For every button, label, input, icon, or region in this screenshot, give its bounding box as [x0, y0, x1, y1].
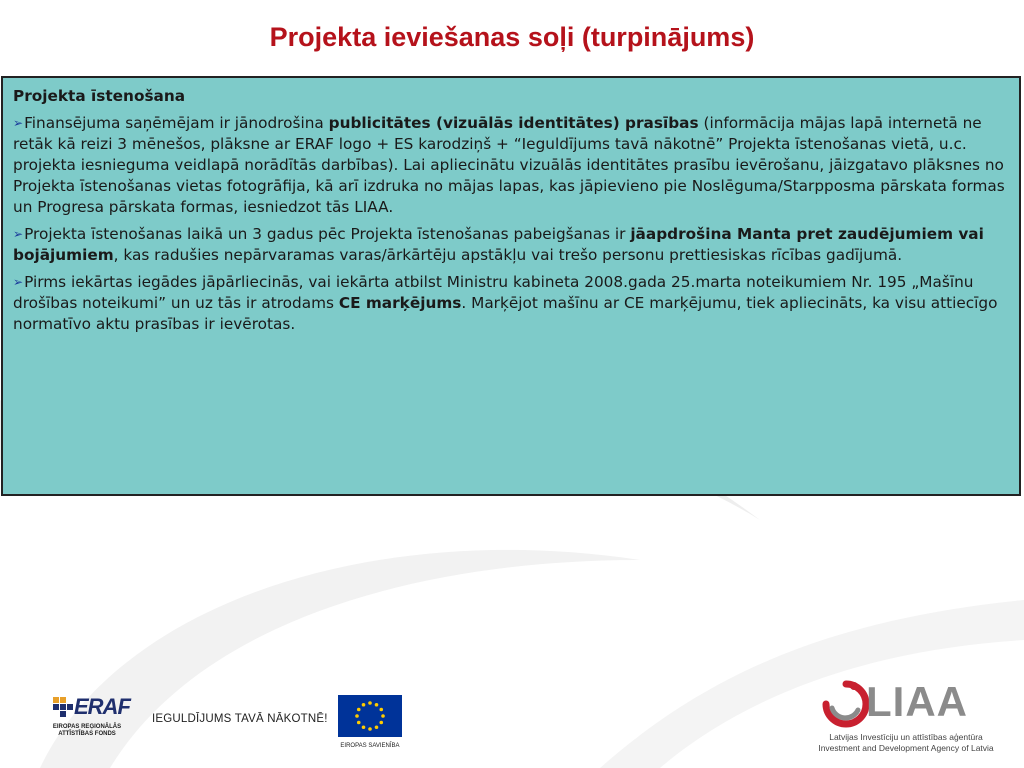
content-box — [1, 76, 1021, 496]
footer-logos — [0, 660, 1024, 768]
bullet-text: Pirms iekārtas iegādes jāpārliecinās, vai iekārta atbilst Ministru kabineta 2008.gada 25.marta noteikumiem Nr. 195 „Mašīnu drošības noteikumi” un uz tās ir atrodams — [13, 273, 974, 312]
eu-star-icon — [368, 727, 372, 731]
eu-star-icon — [375, 703, 379, 707]
slogan: IEGULDĪJUMS TAVĀ NĀKOTNĒ! — [152, 713, 328, 725]
liaa-subtitle-en: Investment and Development Agency of Latvia — [818, 743, 994, 753]
arrow-bullet-icon: ➢ — [13, 116, 24, 130]
arrow-bullet-icon: ➢ — [13, 275, 24, 289]
eu-star-icon — [368, 701, 372, 705]
bullet-text: Projekta īstenošanas laikā un 3 gadus pēc Projekta īstenošanas pabeigšanas ir — [24, 225, 631, 243]
bullet-text: , kas radušies nepārvaramas varas/ārkārtēju apstākļu vai trešo personu prettiesiskas rīcības gadījumā. — [113, 246, 903, 264]
eu-flag-caption: EIROPAS SAVIENĪBA — [340, 743, 400, 749]
eraf-squares-icon — [52, 696, 74, 718]
bullet-bold-text: publicitātes (vizuālās identitātes) prasības — [328, 114, 699, 132]
bullet-bold-text: CE marķējums — [338, 294, 462, 312]
eu-star-icon — [357, 708, 361, 712]
eu-star-icon — [355, 714, 359, 718]
bullet-publicity — [13, 113, 1007, 218]
bullet-ce-marking — [13, 272, 1007, 335]
eu-star-icon — [375, 725, 379, 729]
eraf-subtitle: EIROPAS REĢIONĀLĀS ATTĪSTĪBAS FONDS — [52, 724, 122, 737]
bullet-insurance — [13, 224, 1007, 266]
eraf-logo — [52, 696, 144, 738]
eu-star-icon — [357, 721, 361, 725]
eraf-logo-text: ERAF — [74, 694, 130, 719]
eu-flag-icon — [338, 695, 402, 737]
eu-star-icon — [379, 708, 383, 712]
slide-title: Projekta ieviešanas soļi (turpinājums) — [269, 22, 755, 52]
bullet-text: . Marķējot mašīnu ar CE marķējumu, tiek apliecināts, ka visu attiecīgo normatīvo aktu prasības ir ievērotas. — [13, 294, 998, 333]
bullet-text: Finansējuma saņēmējam ir jānodrošina — [24, 114, 329, 132]
bullet-bold-text: jāapdrošina Manta pret zaudējumiem vai bojājumiem — [13, 225, 984, 264]
eu-star-icon — [362, 703, 366, 707]
arrow-bullet-icon: ➢ — [13, 227, 24, 241]
eu-star-icon — [362, 725, 366, 729]
bullet-text: (informācija mājas lapā internetā ne retāk kā reizi 3 mēnešos, plāksne ar ERAF logo + ES karodziņš + “Ieguldījums tavā nākotnē” Projekta īstenošanas vietā, u.c. projekta iesnieguma veidlapā norādītās darbības). Lai apliecinātu vizuālās identitātes prasību ievērošanu, jāizgatavo plāksnes no Projekta īstenošanas vietas fotogrāfija, kā arī izdruka no mājas lapas, kas jāpievieno pie Noslēguma/Starpposma pārskata formas un Progresa pārskata formas, iesniedzot tās LIAA. — [13, 114, 1005, 216]
liaa-subtitle — [816, 732, 996, 754]
eu-star-icon — [381, 714, 385, 718]
liaa-subtitle-lv: Latvijas Investīciju un attīstības aģentūra — [829, 732, 983, 742]
liaa-logo-text: LIAA — [866, 678, 968, 725]
eu-flag-logo — [338, 695, 402, 749]
section-heading: Projekta īstenošana — [13, 87, 186, 105]
eu-star-icon — [379, 721, 383, 725]
